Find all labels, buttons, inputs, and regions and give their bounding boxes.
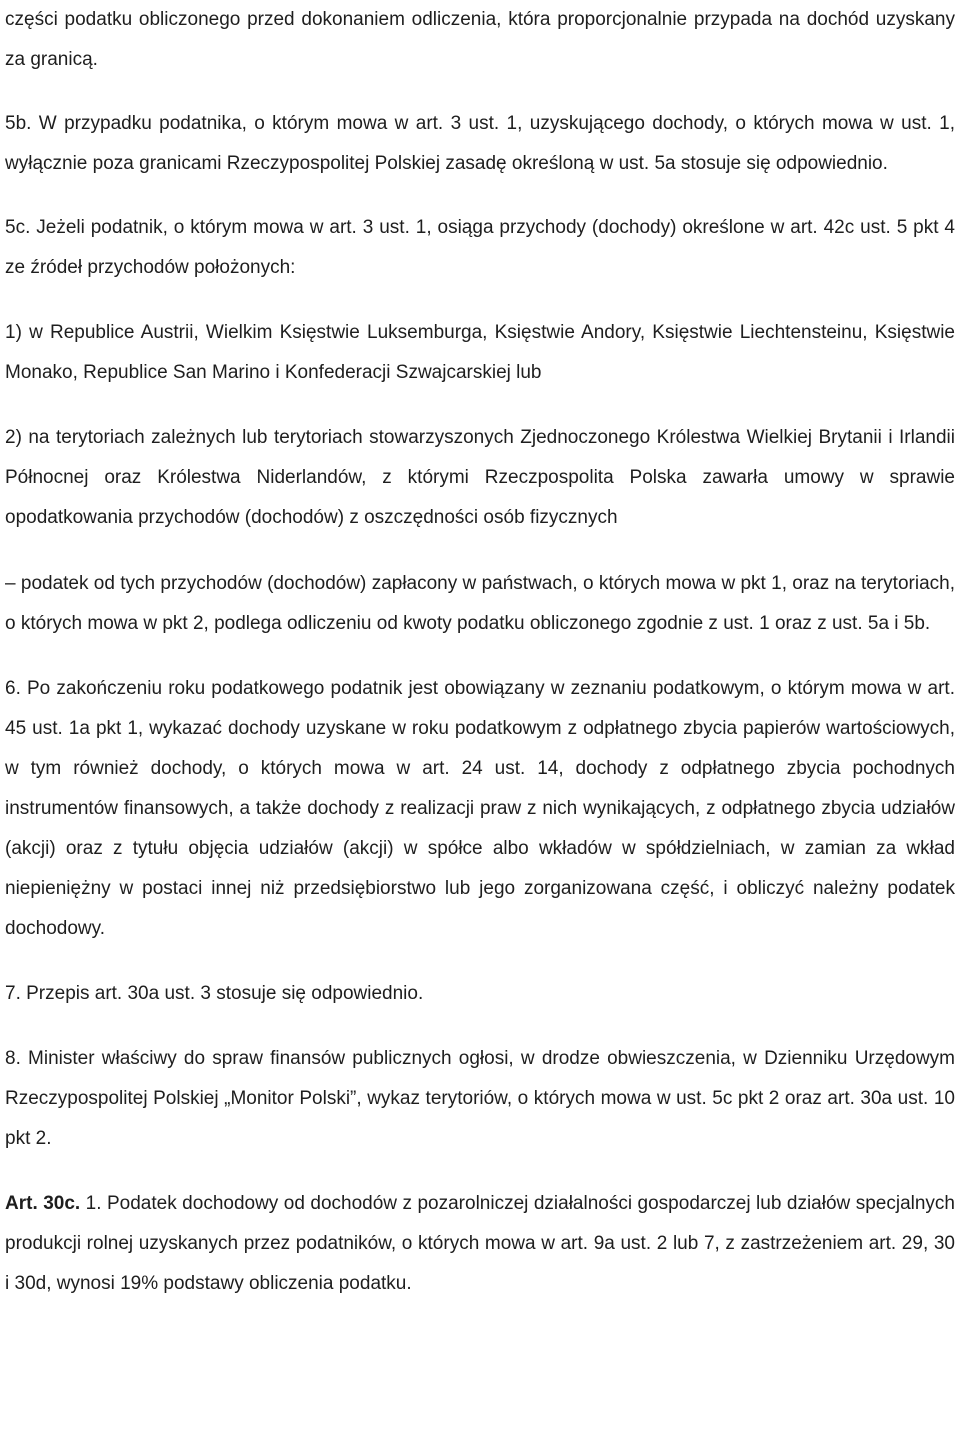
paragraph-6: 6. Po zakończeniu roku podatkowego podatnik jest obowiązany w zeznaniu podatkowym, o którym mowa w art. 45 ust. 1a pkt 1, wykazać dochody uzyskane w roku podatkowym z odpłatnego zbycia papierów wartościowych, w tym również dochody, o których mowa w art. 24 ust. 14, dochody z odpłatnego zbycia pochodnych instrumentów finansowych, a także dochody z realizacji praw z nich wynikających, z odpłatnego zbycia udziałów (akcji) oraz z tytułu objęcia udziałów (akcji) w spółce albo wkładów w spółdzielniach, w zamian za wkład niepieniężny w postaci innej niż przedsiębiorstwo lub jego zorganizowana część, i obliczyć należny podatek dochodowy. bbox=[5, 678, 955, 939]
article-30c-text: 1. Podatek dochodowy od dochodów z pozarolniczej działalności gospodarczej lub działów specjalnych produkcji rolnej uzyskanych przez podatników, o których mowa w art. 9a ust. 2 lub 7, z zastrzeżeniem art. 29, 30 i 30d, wynosi 19% podstawy obliczenia podatku. bbox=[5, 1193, 955, 1294]
paragraph-5c: 5c. Jeżeli podatnik, o którym mowa w art. 3 ust. 1, osiąga przychody (dochody) określone w art. 42c ust. 5 pkt 4 ze źródeł przychodów położonych: bbox=[5, 217, 955, 278]
paragraph-5c-point-2: 2) na terytoriach zależnych lub terytoriach stowarzyszonych Zjednoczonego Królestwa Wielkiej Brytanii i Irlandii Północnej oraz Królestwa Niderlandów, z którymi Rzeczpospolita Polska zawarła umowy w sprawie opodatkowania przychodów (dochodów) z oszczędności osób fizycznych bbox=[5, 427, 955, 528]
paragraph-5b: 5b. W przypadku podatnika, o którym mowa w art. 3 ust. 1, uzyskującego dochody, o których mowa w ust. 1, wyłącznie poza granicami Rzeczypospolitej Polskiej zasadę określoną w ust. 5a stosuje się odpowiednio. bbox=[5, 113, 955, 174]
document-page bbox=[5, 0, 955, 1304]
paragraph-5c-conclusion: – podatek od tych przychodów (dochodów) zapłacony w państwach, o których mowa w pkt 1, oraz na terytoriach, o których mowa w pkt 2, podlega odliczeniu od kwoty podatku obliczonego zgodnie z ust. 1 oraz z ust. 5a i 5b. bbox=[5, 573, 955, 634]
article-30c-paragraph bbox=[5, 1184, 955, 1304]
paragraph-7: 7. Przepis art. 30a ust. 3 stosuje się odpowiednio. bbox=[5, 983, 424, 1004]
paragraph-8: 8. Minister właściwy do spraw finansów publicznych ogłosi, w drodze obwieszczenia, w Dzienniku Urzędowym Rzeczypospolitej Polskiej „Monitor Polski”, wykaz terytoriów, o których mowa w ust. 5c pkt 2 oraz art. 30a ust. 10 pkt 2. bbox=[5, 1048, 955, 1149]
article-30c-heading: Art. 30c. bbox=[5, 1193, 81, 1214]
paragraph-5a-continuation: części podatku obliczonego przed dokonaniem odliczenia, która proporcjonalnie przypada na dochód uzyskany za granicą. bbox=[5, 9, 955, 70]
paragraph-5c-point-1: 1) w Republice Austrii, Wielkim Księstwie Luksemburga, Księstwie Andory, Księstwie Liechtensteinu, Księstwie Monako, Republice San Marino i Konfederacji Szwajcarskiej lub bbox=[5, 322, 955, 383]
